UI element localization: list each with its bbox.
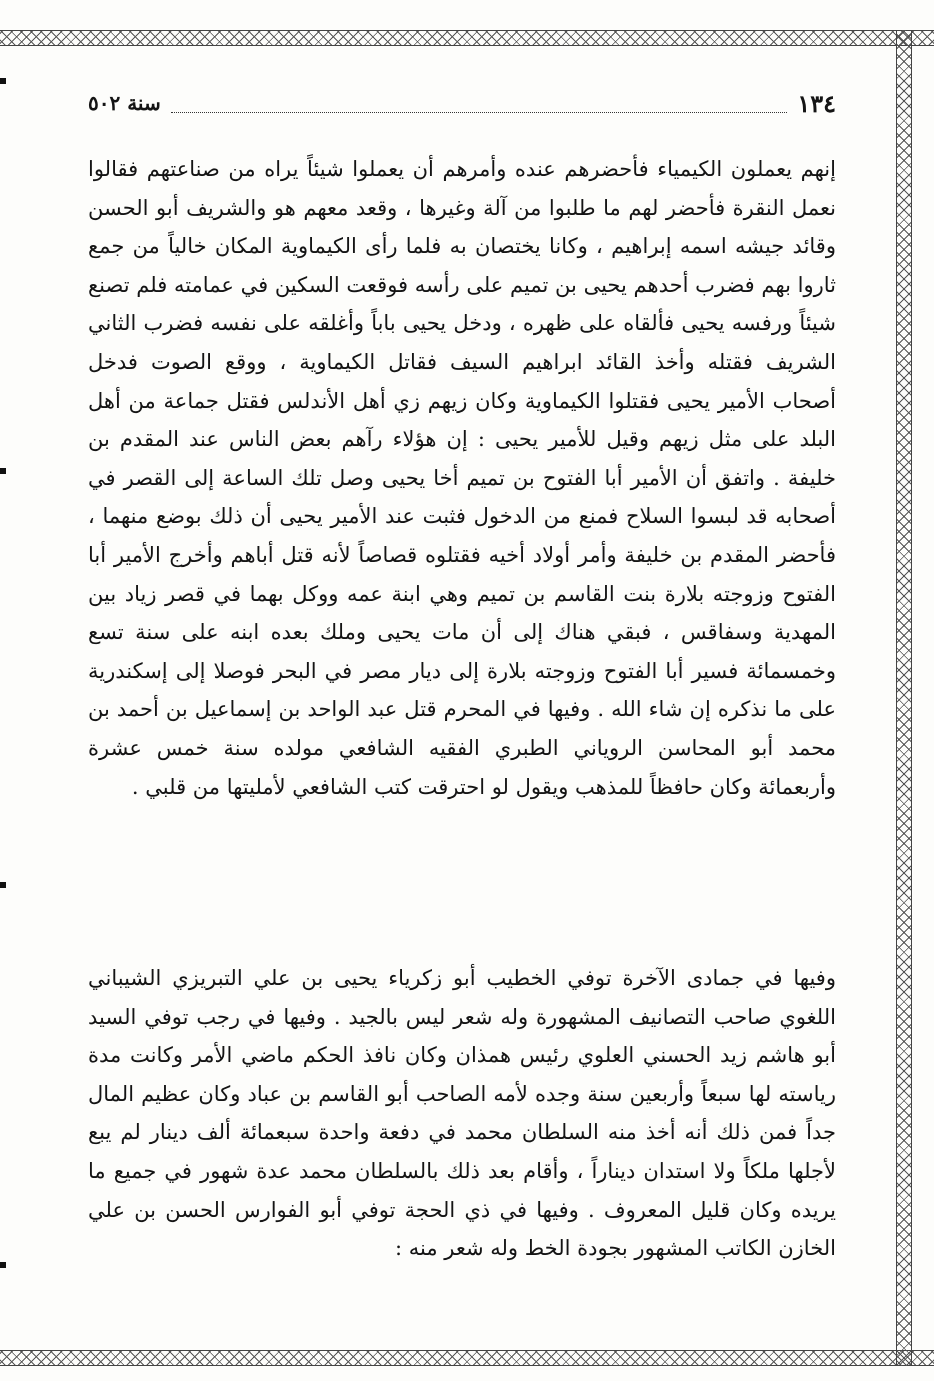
margin-mark bbox=[0, 78, 6, 84]
body-paragraph-1 bbox=[88, 150, 836, 806]
bottom-ornamental-border bbox=[0, 1350, 934, 1366]
margin-mark bbox=[0, 468, 6, 474]
paragraph-text: إنهم يعملون الكيمياء فأحضرهم عنده وأمرهم أن يعملوا شيئاً يراه من صناعتهم فقالوا نعمل النقرة فأحضر لهم ما طلبوا من آلة وغيرها ، وقعد معهم هو والشريف أبو الحسن وقائد جيشه اسمه إبراهيم ، وكانا يختصان به فلما رأى الكيماوية المكان خالياً من جمع ثاروا بهم فضرب أحدهم يحيى بن تميم على رأسه فوقعت السكين في عمامته فلم تصنع شيئاً ورفسه يحيى فألقاه على ظهره ، ودخل يحيى باباً وأغلقه على نفسه فضرب الثاني الشريف فقتله وأخذ القائد ابراهيم السيف فقاتل الكيماوية ، ووقع الصوت فدخل أصحاب الأمير يحيى فقتلوا الكيماوية وكان زيهم زي أهل الأندلس فقتل جماعة من أهل البلد على مثل زيهم وقيل للأمير يحيى : إن هؤلاء رآهم بعض الناس عند المقدم بن خليفة . واتفق أن الأمير أبا الفتوح بن تميم أخا يحيى وصل تلك الساعة إلى القصر في أصحابه قد لبسوا السلاح فمنع من الدخول فثبت عند الأمير يحيى أن ذلك بوضع منهما ، فأحضر المقدم بن خليفة وأمر أولاد أخيه فقتلوه قصاصاً لأنه قتل أباهم وأخرج الأمير أبا الفتوح وزوجته بلارة بنت القاسم بن تميم وهي ابنة عمه ووكل بهما في قصر زياد بين المهدية وسفاقس ، فبقي هناك إلى أن مات يحيى وملك بعده ابنه على سنة تسع وخمسمائة فسير أبا الفتوح وزوجته بلارة إلى ديار مصر في البحر فوصلا إلى إسكندرية على ما نذكره إن شاء الله . وفيها في المحرم قتل عبد الواحد بن إسماعيل بن أحمد بن محمد أبو المحاسن الروياني الطبري الفقيه الشافعي مولده سنة خمس عشرة وأربعمائة وكان حافظاً للمذهب ويقول لو احترقت كتب الشافعي لأمليتها من قلبي . bbox=[88, 157, 836, 799]
header-dotted-rule bbox=[171, 94, 788, 113]
running-head-year: سنة ٥٠٢ bbox=[88, 91, 161, 115]
margin-mark bbox=[0, 1262, 6, 1268]
page-header bbox=[88, 88, 836, 118]
paragraph-text: وفيها في جمادى الآخرة توفي الخطيب أبو زكرياء يحيى بن علي التبريزي الشيباني اللغوي صاحب التصانيف المشهورة وله شعر ليس بالجيد . وفيها في رجب توفي السيد أبو هاشم زيد الحسني العلوي رئيس همذان وكان نافذ الحكم ماضي الأمر وكانت مدة رياسته لها سبعاً وأربعين سنة وجده لأمه الصاحب أبو القاسم بن عباد وكان عظيم المال جداً فمن ذلك أنه أخذ منه السلطان محمد في دفعة واحدة سبعمائة ألف دينار لم يبع لأجلها ملكاً ولا استدان ديناراً ، وأقام بعد ذلك بالسلطان محمد عدة شهور في جميع ما يريده وكان قليل المعروف . وفيها في ذي الحجة توفي أبو الفوارس الحسن بن علي الخازن الكاتب المشهور بجودة الخط وله شعر منه : bbox=[88, 966, 836, 1261]
right-ornamental-border bbox=[896, 30, 912, 1366]
top-ornamental-border bbox=[0, 30, 934, 46]
body-paragraph-2 bbox=[88, 959, 836, 1268]
page-number: ١٣٤ bbox=[797, 88, 836, 118]
margin-mark bbox=[0, 882, 6, 888]
